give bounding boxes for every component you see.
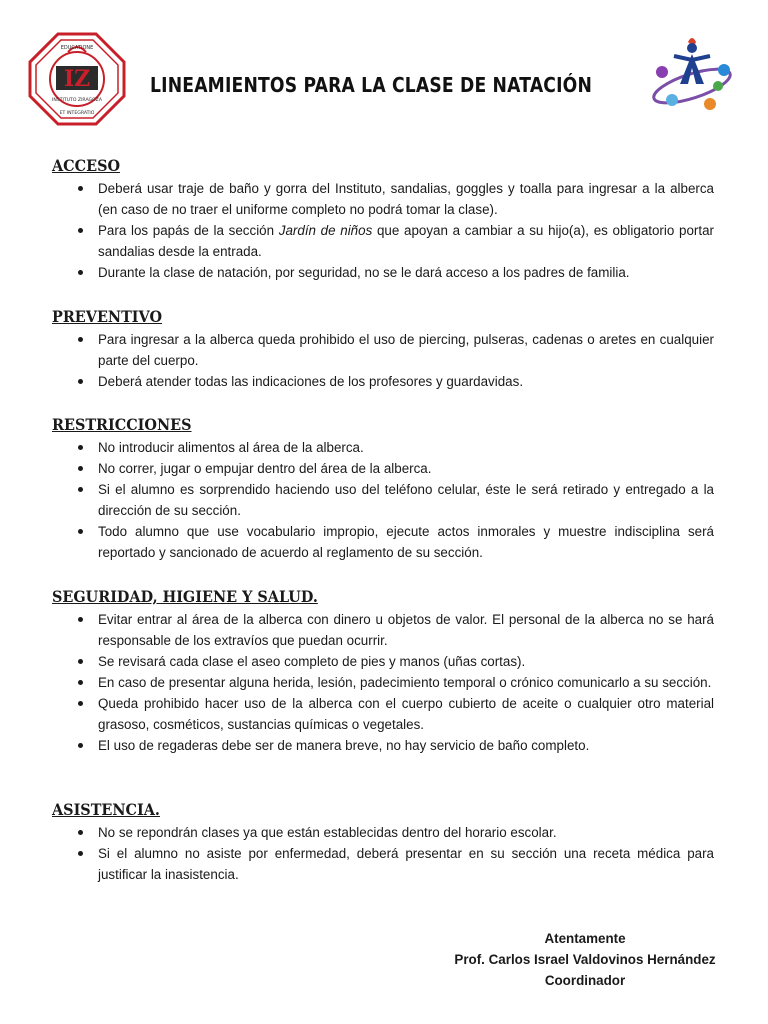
list-item: No introducir alimentos al área de la alberca. [52,437,714,458]
list-item: Todo alumno que use vocabulario impropio, ejecute actos inmorales y muestre indisciplina será reportado y sancionado de acuerdo al reglamento de su sección. [52,521,714,563]
list-item: Para ingresar a la alberca queda prohibido el uso de piercing, pulseras, cadenas o aretes en cualquier parte del cuerpo. [52,329,714,371]
section-asistencia [52,800,714,885]
section-heading: ASISTENCIA. [52,800,160,819]
section-seguridad-higiene-salud [52,587,714,756]
sports-emblem-logo [644,34,740,118]
page-title: LINEAMIENTOS PARA LA CLASE DE NATACIÓN [150,73,593,97]
signature-name: Prof. Carlos Israel Valdovinos Hernández [454,952,716,967]
signature-closing: Atentamente [544,931,626,946]
section-preventivo [52,307,714,392]
list-item: No se repondrán clases ya que están establecidas dentro del horario escolar. [52,822,714,843]
section-restricciones [52,415,714,563]
svg-text:EDUCATIONE: EDUCATIONE [60,45,94,51]
signature-role: Coordinador [544,973,626,988]
list-item: El uso de regaderas debe ser de manera breve, no hay servicio de baño completo. [52,735,714,756]
section-heading: ACCESO [52,156,121,175]
svg-text:ET INTEGRATIO: ET INTEGRATIO [59,111,95,116]
list-item: Se revisará cada clase el aseo completo de pies y manos (uñas cortas). [52,651,714,672]
list-item: No correr, jugar o empujar dentro del área de la alberca. [52,458,714,479]
list-item: Si el alumno es sorprendido haciendo uso del teléfono celular, éste le será retirado y entregado a la dirección de su sección. [52,479,714,521]
list-item: Deberá usar traje de baño y gorra del Instituto, sandalias, goggles y toalla para ingresar a la alberca (en caso de no traer el uniforme completo no podrá tomar la clase). [52,178,714,220]
list-item: Queda prohibido hacer uso de la alberca con el cuerpo cubierto de aceite o cualquier otro material grasoso, cosméticos, sustancias químicas o vegetales. [52,693,714,735]
list-item: Deberá atender todas las indicaciones de los profesores y guardavidas. [52,371,714,392]
section-heading: RESTRICCIONES [52,415,192,434]
section-heading: SEGURIDAD, HIGIENE Y SALUD. [52,587,318,606]
list-item: Durante la clase de natación, por seguridad, no se le dará acceso a los padres de familia. [52,262,714,283]
list-item: En caso de presentar alguna herida, lesión, padecimiento temporal o crónico comunicarlo a su sección. [52,672,714,693]
institute-logo [28,32,126,126]
logo-initials: IZ [63,66,91,92]
svg-text:INSTITUTO ZIRAGOZA: INSTITUTO ZIRAGOZA [52,98,102,103]
list-item: Si el alumno no asiste por enfermedad, deberá presentar en su sección una receta médica para justificar la inasistencia. [52,843,714,885]
list-item: Evitar entrar al área de la alberca con dinero u objetos de valor. El personal de la alberca no se hará responsable de los extravíos que puedan ocurrir. [52,609,714,651]
signature-block [420,928,750,991]
section-heading: PREVENTIVO [52,307,162,326]
list-item: Para los papás de la sección Jardín de niños que apoyan a cambiar a su hijo(a), es obligatorio portar sandalias desde la entrada. [52,220,714,262]
emphasis-text: Jardín de niños [278,223,373,238]
section-acceso [52,156,714,283]
